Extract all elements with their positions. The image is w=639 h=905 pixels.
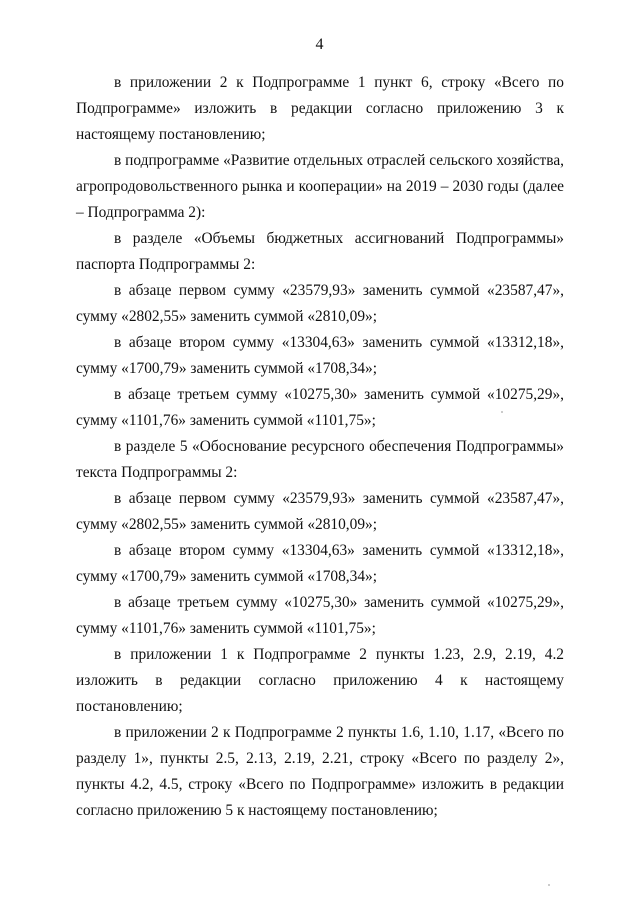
- page-number: 4: [315, 36, 324, 53]
- paragraph-2: в подпрограмме «Развитие отдельных отраслей сельского хозяйства, агропродовольственного рынка и кооперации» на 2019 – 2030 годы (далее – Подпрограмма 2):: [76, 152, 564, 221]
- paragraph-3: в разделе «Объемы бюджетных ассигнований Подпрограммы» паспорта Подпрограммы 2:: [76, 230, 564, 273]
- scan-speck: [501, 411, 503, 413]
- document-body: [76, 70, 564, 824]
- paragraph-6: в абзаце третьем сумму «10275,30» заменить суммой «10275,29», сумму «1101,76» заменить суммой «1101,75»;: [76, 386, 564, 429]
- paragraph-10: в абзаце третьем сумму «10275,30» заменить суммой «10275,29», сумму «1101,76» заменить суммой «1101,75»;: [76, 594, 564, 637]
- paragraph-12: в приложении 2 к Подпрограмме 2 пункты 1.6, 1.10, 1.17, «Всего по разделу 1», пункты 2.5, 2.13, 2.19, 2.21, строку «Всего по разделу 2», пункты 4.2, 4.5, строку «Всего по Подпрограмме» изложить в редакции согласно приложению 5 к настоящему постановлению;: [76, 724, 564, 819]
- scan-speck: [548, 884, 550, 886]
- paragraph-4: в абзаце первом сумму «23579,93» заменить суммой «23587,47», сумму «2802,55» заменить суммой «2810,09»;: [76, 282, 564, 325]
- paragraph-11: в приложении 1 к Подпрограмме 2 пункты 1.23, 2.9, 2.19, 4.2 изложить в редакции согласно приложению 4 к настоящему постановлению;: [76, 646, 564, 715]
- paragraph-8: в абзаце первом сумму «23579,93» заменить суммой «23587,47», сумму «2802,55» заменить суммой «2810,09»;: [76, 490, 564, 533]
- paragraph-7: в разделе 5 «Обоснование ресурсного обеспечения Подпрограммы» текста Подпрограммы 2:: [76, 438, 564, 481]
- paragraph-1: в приложении 2 к Подпрограмме 1 пункт 6, строку «Всего по Подпрограмме» изложить в редакции согласно приложению 3 к настоящему постановлению;: [76, 74, 564, 143]
- paragraph-5: в абзаце втором сумму «13304,63» заменить суммой «13312,18», сумму «1700,79» заменить суммой «1708,34»;: [76, 334, 564, 377]
- paragraph-9: в абзаце втором сумму «13304,63» заменить суммой «13312,18», сумму «1700,79» заменить суммой «1708,34»;: [76, 542, 564, 585]
